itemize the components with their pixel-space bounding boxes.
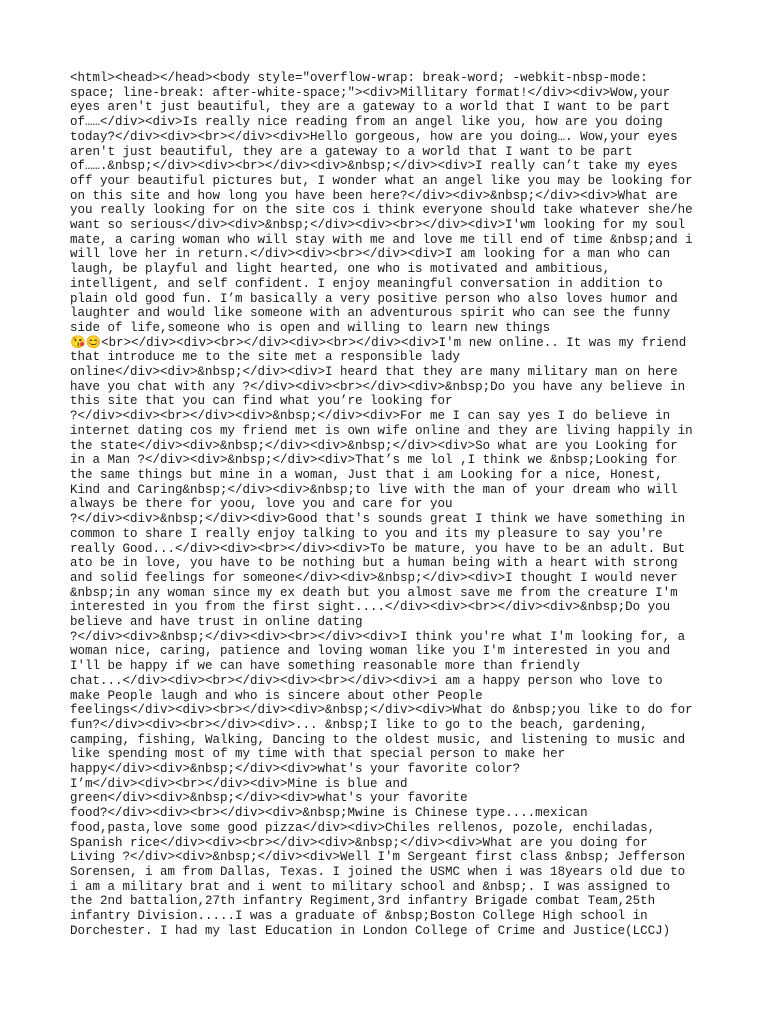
source-line: I'll be happy if we can have something reasonable more than friendly <box>70 659 581 674</box>
source-line: of…….&nbsp;</div><div><br></div><div>&nbsp;</div><div>I really can’t take my eyes <box>70 159 678 174</box>
source-line: and solid feelings for someone</div><div>&nbsp;</div><div>I thought I would never <box>70 570 678 585</box>
source-line: <html><head></head><body style="overflow-wrap: break-word; -webkit-nbsp-mode: <box>70 71 648 85</box>
source-line: i am a military brat and i went to military school and &nbsp;. I was assigned to <box>70 879 671 894</box>
source-line: of……</div><div>Is really nice reading from an angel like you, how are you doing <box>70 115 663 130</box>
source-line: always be there for yoou, love you and care for you <box>70 497 453 512</box>
source-line: you really looking for on the site cos i think everyone should take whatever she/he <box>70 203 693 218</box>
source-line: intelligent, and self confident. I enjoy meaningful conversation in addition to <box>70 276 663 291</box>
source-line: today?</div><div><br></div><div>Hello gorgeous, how are you doing…. Wow,your eyes <box>70 129 678 144</box>
source-line: laughter and would like someone with an adventurous spirit who can see the funny <box>70 306 671 321</box>
source-line: laugh, be playful and light hearted, one who is motivated and ambitious, <box>70 262 611 277</box>
source-line: side of life,someone who is open and willing to learn new things <box>70 320 551 335</box>
source-line: space; line-break: after-white-space;"><div>Millitary format!</div><div>Wow,your <box>70 85 671 100</box>
source-line: common to share I really enjoy talking to you and its my pleasure to say you're <box>70 526 663 541</box>
source-line: really Good...</div><div><br></div><div>To be mature, you have to be an adult. But <box>70 541 686 556</box>
source-line: ?</div><div>&nbsp;</div><div><br></div><div>I think you're what I'm looking for, a <box>70 629 686 644</box>
source-line: ato be in love, you have to be nothing but a human being with a heart with strong <box>70 556 678 571</box>
source-line: online</div><div>&nbsp;</div><div>I heard that they are many military man on here <box>70 365 678 380</box>
source-line: have you chat with any ?</div><div><br></div><div>&nbsp;Do you have any believe in <box>70 379 686 394</box>
source-line: Living ?</div><div>&nbsp;</div><div>Well I'm Sergeant first class &nbsp; Jefferson <box>70 850 686 865</box>
source-line: feelings</div><div><br></div><div>&nbsp;</div><div>What do &nbsp;you like to do for <box>70 703 693 718</box>
source-line: &nbsp;in any woman since my ex death but you almost save me from the creature I'm <box>70 585 678 600</box>
source-line: in a Man ?</div><div>&nbsp;</div><div>That’s me lol ,I think we &nbsp;Looking for <box>70 453 678 468</box>
source-line: fun?</div><div><br></div><div>... &nbsp;I like to go to the beach, gardening, <box>70 717 648 732</box>
source-line: mate, a caring woman who will stay with me and love me till end of time &nbsp;and i <box>70 232 693 247</box>
source-line: Kind and Caring&nbsp;</div><div>&nbsp;to live with the man of your dream who will <box>70 482 678 497</box>
source-line: ?</div><div>&nbsp;</div><div>Good that's sounds great I think we have something in <box>70 512 686 527</box>
source-line: the same things but mine in a woman, Just that i am Looking for a nice, Honest, <box>70 467 663 482</box>
source-line: plain old good fun. I’m basically a very positive person who also loves humor and <box>70 291 678 306</box>
source-line: believe and have trust in online dating <box>70 615 363 630</box>
source-line: happy</div><div>&nbsp;</div><div>what's your favorite color? <box>70 762 521 777</box>
source-line: eyes aren't just beautiful, they are a gateway to a world that I want to be part <box>70 100 671 115</box>
source-line: the 2nd battalion,27th infantry Regiment,3rd infantry Brigade combat Team,25th <box>70 894 656 909</box>
source-line: interested in you from the first sight....</div><div><br></div><div>&nbsp;Do you <box>70 600 671 615</box>
source-line: food,pasta,love some good pizza</div><div>Chiles rellenos, pozole, enchiladas, <box>70 820 656 835</box>
source-line: woman nice, caring, patience and loving woman like you I'm interested in you and <box>70 644 671 659</box>
source-line: the state</div><div>&nbsp;</div><div>&nbsp;</div><div>So what are you Looking for <box>70 438 678 453</box>
source-line: food?</div><div><br></div><div>&nbsp;Mwine is Chinese type....mexican <box>70 806 588 821</box>
source-line: Spanish rice</div><div><br></div><div>&nbsp;</div><div>What are you doing for <box>70 835 648 850</box>
source-line: like spending most of my time with that special person to make her <box>70 747 566 762</box>
source-line: I’m</div><div><br></div><div>Mine is blue and <box>70 776 408 791</box>
source-line: chat...</div><div><br></div><div><br></div><div>i am a happy person who love to <box>70 673 663 688</box>
source-line: infantry Division.....I was a graduate of &nbsp;Boston College High school in <box>70 909 648 924</box>
source-line: off your beautiful pictures but, I wonder what an angel like you may be looking for <box>70 173 693 188</box>
source-line: want so serious</div><div>&nbsp;</div><div><br></div><div>I'wm looking for my soul <box>70 218 686 233</box>
source-line: that introduce me to the site met a responsible lady <box>70 350 461 365</box>
source-line: make People laugh and who is sincere about other People <box>70 688 483 703</box>
source-line: aren't just beautiful, they are a gateway to a world that I want to be part <box>70 144 633 159</box>
source-line: camping, fishing, Walking, Dancing to the oldest music, and listening to music and <box>70 732 686 747</box>
source-line: this site that you can find what you’re looking for <box>70 394 453 409</box>
source-line: internet dating cos my friend met is own wife online and they are living happily in <box>70 423 693 438</box>
source-line: ?</div><div><br></div><div>&nbsp;</div><div>For me I can say yes I do believe in <box>70 409 671 424</box>
source-line: on this site and how long you have been here?</div><div>&nbsp;</div><div>What are <box>70 188 678 203</box>
source-line: Sorensen, i am from Dallas, Texas. I joined the USMC when i was 18years old due to <box>70 864 686 879</box>
source-line: 😘😊<br></div><div><br></div><div><br></div><div>I'm new online.. It was my friend <box>70 335 687 350</box>
source-line: green</div><div>&nbsp;</div><div>what's your favorite <box>70 791 468 806</box>
source-line: will love her in return.</div><div><br></div><div>I am looking for a man who can <box>70 247 671 262</box>
source-line: Dorchester. I had my last Education in London College of Crime and Justice(LCCJ) <box>70 923 671 938</box>
html-source-text <box>70 71 710 938</box>
